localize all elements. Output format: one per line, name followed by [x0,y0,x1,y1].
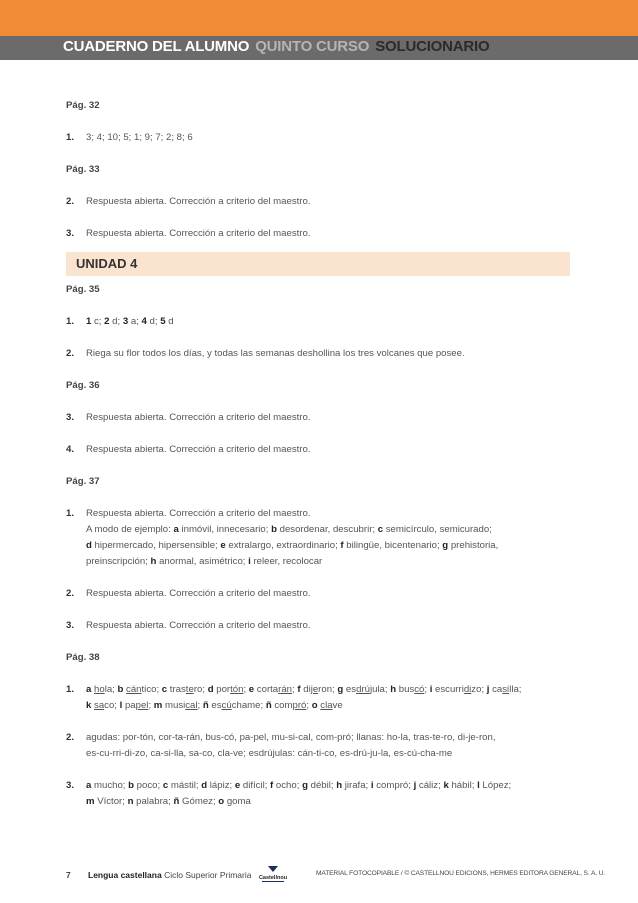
unit-heading-band [66,252,570,276]
page-footer [66,864,606,888]
page-heading: Pág. 33 [66,164,100,175]
page-heading: Pág. 38 [66,652,100,663]
answer-item: 2. Respuesta abierta. Corrección a criterio del maestro. [66,588,311,599]
footer-title: Lengua castellana Ciclo Superior Primaria [88,870,252,880]
answer-item: 1. a hola; b cántico; c trastero; d portón; e cortarán; f dijeron; g esdrújula; h buscó; i escurridizo; j casilla; k saco; l papel; m musical; ñ escúchame; ñ compró; o clave [66,684,522,711]
answer-item: 2. Riega su flor todos los días, y todas las semanas deshollina los tres volcanes que posee. [66,348,465,359]
header-title: CUADERNO DEL ALUMNO [63,38,250,55]
page-heading: Pág. 35 [66,284,100,295]
answer-item: 2. agudas: por-tón, cor-ta-rán, bus-có, pa-pel, mu-si-cal, com-pró; llanas: ho-la, tras-te-ro, di-je-ron, es-cu-rri-di-zo, ca-si-lla, sa-co, cla-ve; esdrújulas: cán-ti-co, es-drú-ju-la, es-cú-cha-me [66,732,496,759]
answer-item: 3. Respuesta abierta. Corrección a criterio del maestro. [66,620,311,631]
answer-item: 4. Respuesta abierta. Corrección a criterio del maestro. [66,444,311,455]
castellnou-logo [258,864,288,886]
page-header [63,38,489,55]
answer-item: 1. Respuesta abierta. Corrección a criterio del maestro. A modo de ejemplo: a inmóvil, innecesario; b desordenar, descubrir; c semicírculo, semicurado; d hipermercado, hipersensible; e extralargo, extraordinario; f bilingüe, bicentenario; g prehistoria, preinscripción; h anormal, asimétrico; i releer, recolocar [66,508,499,567]
header-course: QUINTO CURSO [255,38,370,55]
footer-legal: MATERIAL FOTOCOPIABLE / © CASTELLNOU EDICIONS, HERMES EDITORA GENERAL, S. A. U. [316,870,606,877]
header-solucionario: SOLUCIONARIO [375,38,490,55]
answer-item: 3. Respuesta abierta. Corrección a criterio del maestro. [66,228,311,239]
page-heading: Pág. 36 [66,380,100,391]
answer-item: 3. a mucho; b poco; c mástil; d lápiz; e difícil; f ocho; g débil; h jirafa; i compró; j cáliz; k hábil; l López; m Víctor; n palabra; ñ Gómez; o goma [66,780,512,807]
svg-text:Castellnou: Castellnou [258,875,288,881]
unit-title: UNIDAD 4 [76,256,138,271]
answer-item: 2. Respuesta abierta. Corrección a criterio del maestro. [66,196,311,207]
answer-item: 1. 3; 4; 10; 5; 1; 9; 7; 2; 8; 6 [66,132,193,143]
answer-item: 1. 1 c; 2 d; 3 a; 4 d; 5 d [66,316,174,327]
top-orange-bar [0,0,638,36]
solutions-content [66,98,576,810]
answer-item: 3. Respuesta abierta. Corrección a criterio del maestro. [66,412,311,423]
page-number: 7 [66,870,71,880]
page-heading: Pág. 37 [66,476,100,487]
page-heading: Pág. 32 [66,100,100,111]
